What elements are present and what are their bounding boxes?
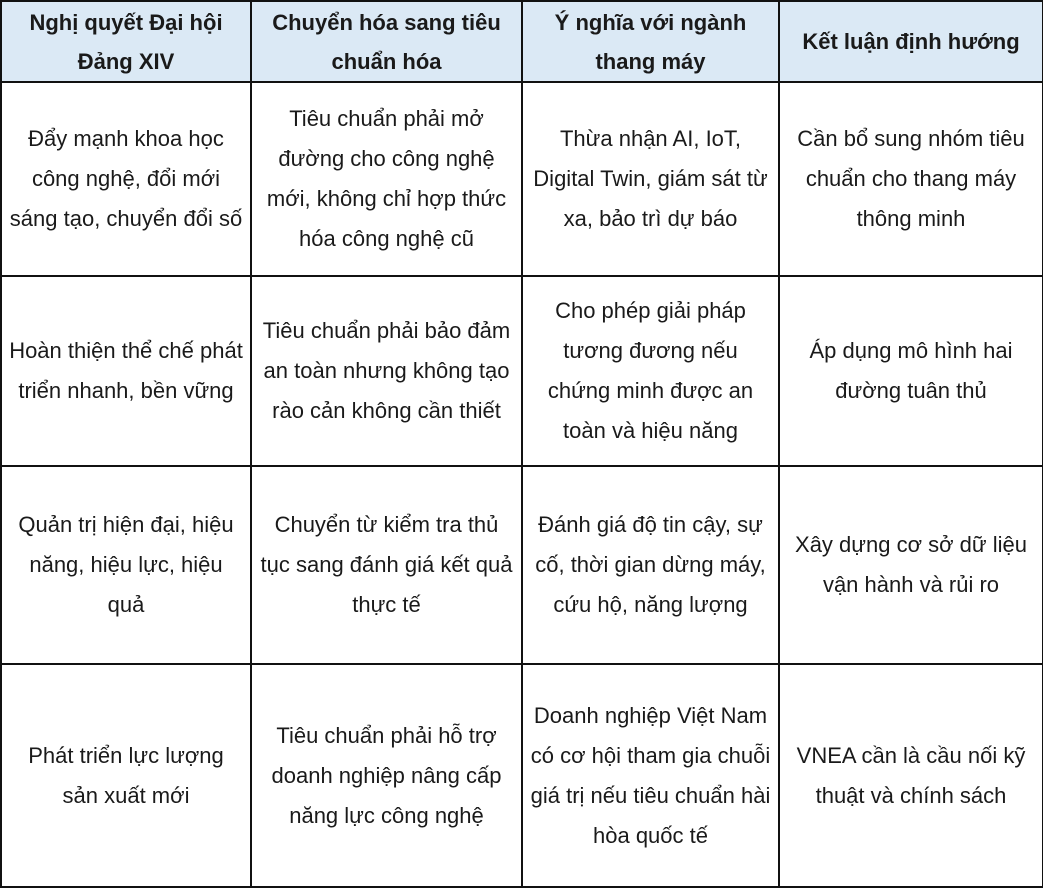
table-row: [1, 664, 1043, 887]
header-cell-significance: Ý nghĩa với ngành thang máy: [522, 1, 779, 82]
table-cell: VNEA cần là cầu nối kỹ thuật và chính sách: [779, 664, 1043, 887]
table-cell: Doanh nghiệp Việt Nam có cơ hội tham gia chuỗi giá trị nếu tiêu chuẩn hài hòa quốc tế: [522, 664, 779, 887]
table-row: [1, 82, 1043, 276]
table-cell: Tiêu chuẩn phải hỗ trợ doanh nghiệp nâng cấp năng lực công nghệ: [251, 664, 522, 887]
table-cell: Thừa nhận AI, IoT, Digital Twin, giám sát từ xa, bảo trì dự báo: [522, 82, 779, 276]
table-cell: Hoàn thiện thể chế phát triển nhanh, bền vững: [1, 276, 251, 466]
table-row: [1, 466, 1043, 664]
table-cell: Phát triển lực lượng sản xuất mới: [1, 664, 251, 887]
table-row: [1, 276, 1043, 466]
header-cell-conclusion: Kết luận định hướng: [779, 1, 1043, 82]
header-cell-standardization: Chuyển hóa sang tiêu chuẩn hóa: [251, 1, 522, 82]
table-cell: Áp dụng mô hình hai đường tuân thủ: [779, 276, 1043, 466]
header-row: [1, 1, 1043, 82]
table-cell: Chuyển từ kiểm tra thủ tục sang đánh giá kết quả thực tế: [251, 466, 522, 664]
table-cell: Đẩy mạnh khoa học công nghệ, đổi mới sáng tạo, chuyển đổi số: [1, 82, 251, 276]
header-cell-resolution: Nghị quyết Đại hội Đảng XIV: [1, 1, 251, 82]
table-cell: Đánh giá độ tin cậy, sự cố, thời gian dừng máy, cứu hộ, năng lượng: [522, 466, 779, 664]
table-cell: Tiêu chuẩn phải mở đường cho công nghệ mới, không chỉ hợp thức hóa công nghệ cũ: [251, 82, 522, 276]
table-cell: Tiêu chuẩn phải bảo đảm an toàn nhưng không tạo rào cản không cần thiết: [251, 276, 522, 466]
table-cell: Cần bổ sung nhóm tiêu chuẩn cho thang máy thông minh: [779, 82, 1043, 276]
table-cell: Xây dựng cơ sở dữ liệu vận hành và rủi ro: [779, 466, 1043, 664]
table-cell: Quản trị hiện đại, hiệu năng, hiệu lực, hiệu quả: [1, 466, 251, 664]
table-cell: Cho phép giải pháp tương đương nếu chứng minh được an toàn và hiệu năng: [522, 276, 779, 466]
